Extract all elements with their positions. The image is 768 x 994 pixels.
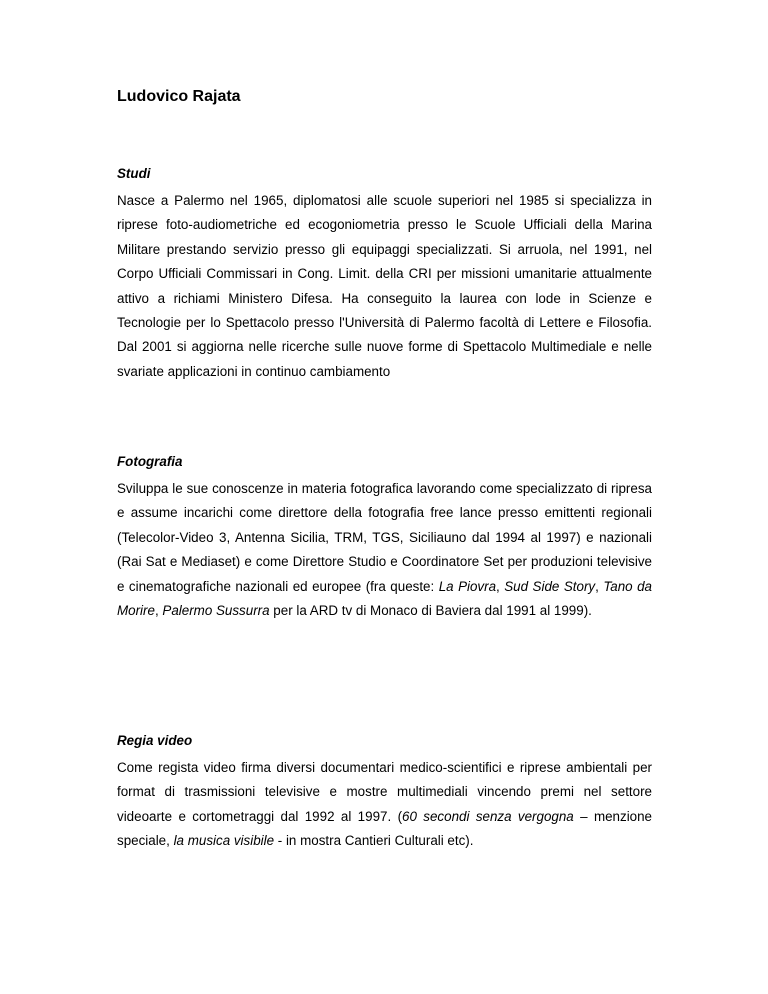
- work-title: 60 secondi senza vergogna: [402, 808, 574, 824]
- body-text: per la ARD tv di Monaco di Baviera dal 1991 al 1999).: [269, 603, 592, 619]
- body-text: Nasce a Palermo nel 1965, diplomatosi alle scuole superiori nel 1985 si specializza in riprese foto-audiometriche ed ecogoniometria presso le Scuole Ufficiali della Marina Militare prestando servizio presso gli equipaggi specializzati. Si arruola, nel 1991, nel Corpo Ufficiali Commissari in Cong. Limit. della CRI per missioni umanitarie attualmente attivo a richiami Ministero Difesa. Ha conseguito la laurea con lode in Scienze e Tecnologie per lo Spettacolo presso l'Università di Palermo facoltà di Lettere e Filosofia. Dal 2001 si aggiorna nelle ricerche sulle nuove forme di Spettacolo Multimediale e nelle svariate applicazioni in continuo cambiamento: [117, 193, 652, 379]
- body-text: ,: [496, 578, 505, 594]
- work-title: la musica visibile: [173, 833, 275, 849]
- body-text: Sviluppa le sue conoscenze in materia fotografica lavorando come specializzato di ripresa e assume incarichi come direttore della fotografia free lance presso emittenti regionali (Telecolor-Video 3, Antenna Sicilia, TRM, TGS, Siciliauno dal 1994 al 1997) e nazionali (Rai Sat e Mediaset) e come Direttore Studio e Coordinatore Set per produzioni televisive e cinematografiche nazionali ed europee (fra queste:: [117, 481, 652, 594]
- document-title: Ludovico Rajata: [117, 88, 241, 105]
- body-text: ,: [595, 578, 604, 594]
- section-regia-video: [117, 731, 652, 854]
- body-text: - in mostra Cantieri Culturali etc).: [274, 833, 474, 849]
- body-text: Come regista video firma diversi documentari medico-scientifici e riprese ambientali per format di trasmissioni televisive e mostre multimediali vincendo premi nel settore videoarte e cortometraggi dal 1992 al 1997. (: [117, 760, 652, 824]
- production-title: Palermo Sussurra: [162, 603, 270, 619]
- section-fotografia: [117, 452, 652, 623]
- section-heading-fotografia: Fotografia: [117, 454, 183, 469]
- production-title: Sud Side Story: [504, 578, 596, 594]
- section-studi: [117, 164, 652, 384]
- production-title: La Piovra: [438, 578, 497, 594]
- section-heading-studi: Studi: [117, 166, 151, 181]
- section-body-studi: [117, 189, 652, 384]
- section-body-regia-video: [117, 756, 652, 854]
- section-body-fotografia: [117, 477, 652, 623]
- production-title: Tano da Morire: [117, 578, 652, 619]
- section-heading-regia-video: Regia video: [117, 733, 193, 748]
- body-text: ,: [154, 603, 163, 619]
- body-text: – menzione speciale,: [117, 808, 653, 849]
